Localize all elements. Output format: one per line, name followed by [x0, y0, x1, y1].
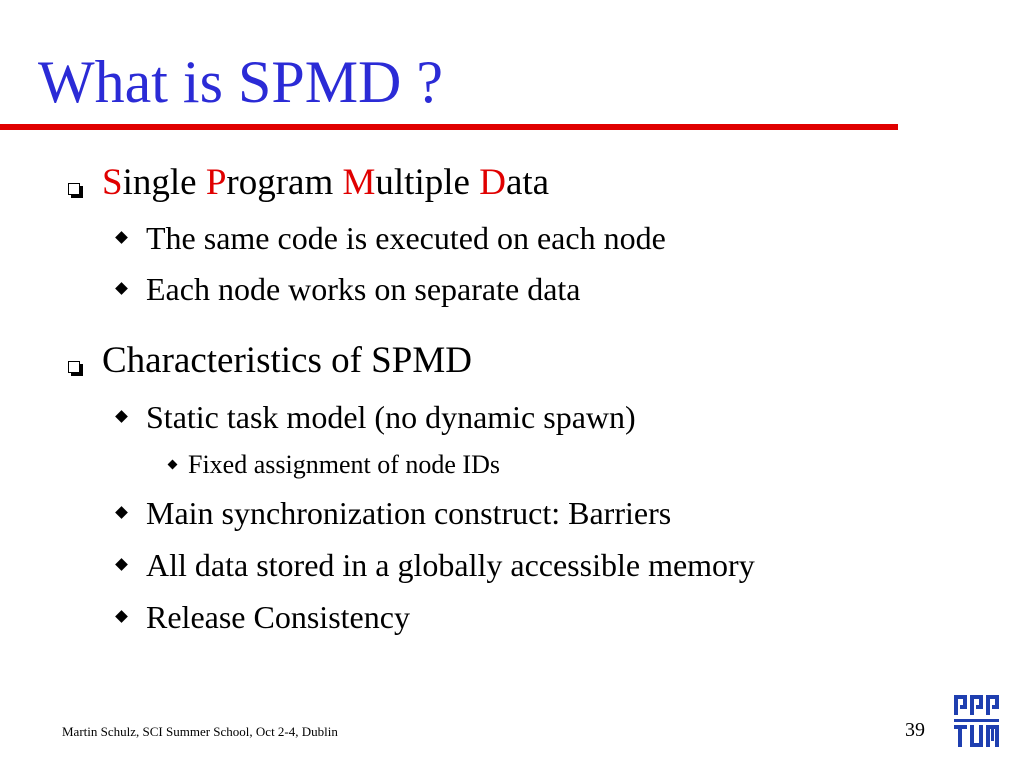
sub-bullet-text: Main synchronization construct: Barriers — [146, 495, 672, 531]
highlight-letter-m: M — [342, 162, 376, 203]
word-rest-ingle: ingle — [122, 162, 206, 203]
sub-bullet-text: Each node works on separate data — [146, 271, 581, 307]
square-bullet-icon — [68, 361, 80, 373]
square-bullet-icon — [68, 183, 80, 195]
word-rest-ultiple: ultiple — [375, 162, 480, 203]
sub-bullet-text: All data stored in a globally accessible memory — [146, 547, 755, 583]
highlight-letter-s: S — [102, 162, 123, 203]
highlight-letter-d: D — [479, 162, 506, 203]
diamond-bullet-icon — [115, 410, 128, 423]
title-underline — [0, 124, 898, 130]
sub-bullet-text: Static task model (no dynamic spawn) — [146, 399, 636, 435]
diamond-bullet-icon — [115, 610, 128, 623]
sub-bullet-text: The same code is executed on each node — [146, 220, 666, 256]
highlight-letter-p: P — [205, 162, 227, 203]
slide-title: What is SPMD ? — [38, 49, 443, 115]
footer-text: Martin Schulz, SCI Summer School, Oct 2-4, Dublin — [62, 724, 338, 739]
diamond-bullet-icon — [115, 231, 128, 244]
diamond-bullet-icon — [168, 460, 178, 470]
word-rest-rogram: rogram — [226, 162, 343, 203]
diamond-bullet-icon — [115, 558, 128, 571]
word-rest-ata: ata — [505, 162, 550, 203]
page-number: 39 — [905, 719, 925, 741]
bullet-text: Characteristics of SPMD — [102, 340, 472, 381]
diamond-bullet-icon — [115, 506, 128, 519]
sub-sub-bullet-text: Fixed assignment of node IDs — [188, 450, 500, 479]
sub-bullet-text: Release Consistency — [146, 599, 410, 635]
tum-logo — [954, 693, 1000, 749]
bullet-text — [102, 164, 549, 201]
diamond-bullet-icon — [115, 282, 128, 295]
